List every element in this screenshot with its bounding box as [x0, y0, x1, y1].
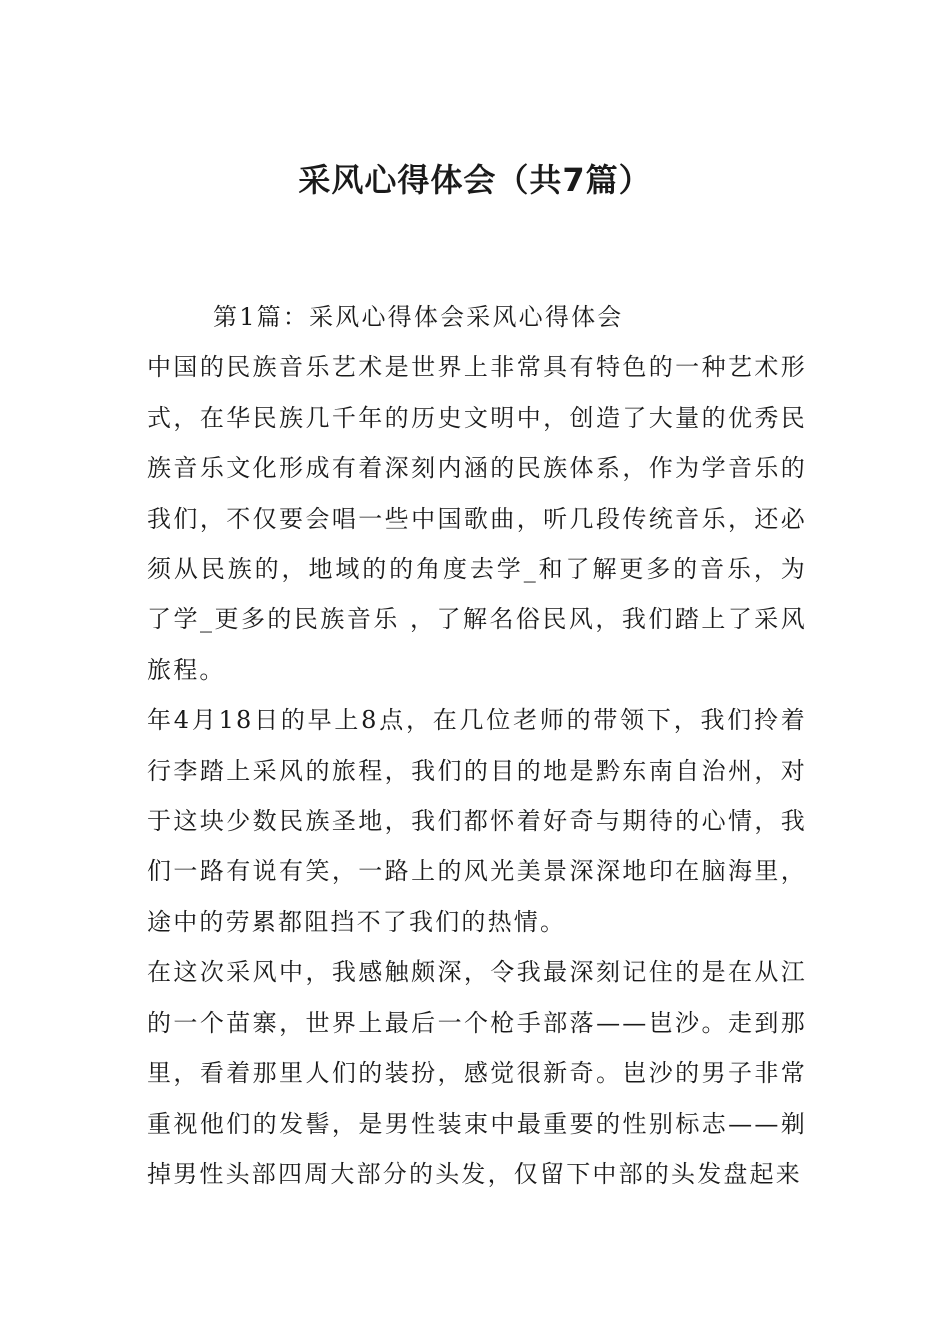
paragraph-1: 中国的民族音乐艺术是世界上非常具有特色的一种艺术形式，在华民族几千年的历史文明中，创造了大量的优秀民族音乐文化形成有着深刻内涵的民族体系，作为学音乐的我们，不仅要会唱一些中国歌曲，听几段传统音乐，还必须从民族的，地域的的角度去学_和了解更多的音乐，为了学_更多的民族音乐 ，了解名俗民风，我们踏上了采风旅程。 — [147, 353, 807, 684]
section-heading: 第1篇：采风心得体会采风心得体会 — [213, 303, 624, 331]
paragraph-3: 在这次采风中，我感触颇深，令我最深刻记住的是在从江的一个苗寨，世界上最后一个枪手部落——岜沙。走到那里，看着那里人们的装扮，感觉很新奇。岜沙的男子非常重视他们的发髻，是男性装束中最重要的性别标志——剃掉男性头部四周大部分的头发，仅留下中部的头发盘起来 — [147, 958, 807, 1188]
document-body — [147, 292, 807, 1199]
paragraph-2: 年4月18日的早上8点，在几位老师的带领下，我们拎着行李踏上采风的旅程，我们的目的地是黔东南自治州，对于这块少数民族圣地，我们都怀着好奇与期待的心情，我们一路有说有笑，一路上的风光美景深深地印在脑海里，途中的劳累都阻挡不了我们的热情。 — [147, 706, 807, 936]
document-title: 采风心得体会（共7篇） — [298, 161, 652, 199]
